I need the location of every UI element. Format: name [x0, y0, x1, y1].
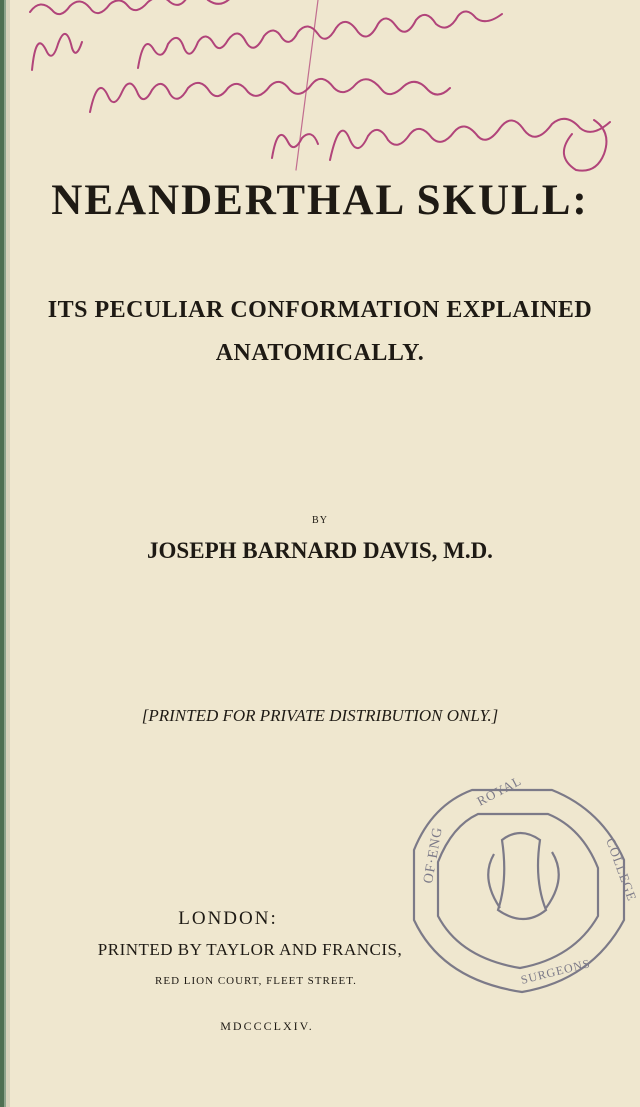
printer-address: RED LION COURT, FLEET STREET. — [155, 975, 357, 987]
printer-line: PRINTED BY TAYLOR AND FRANCIS, — [97, 940, 403, 959]
by-line: BY — [312, 515, 328, 526]
svg-text:ROYAL: ROYAL — [474, 772, 525, 809]
handwritten-inscription — [0, 0, 640, 180]
inscription-strokes — [30, 0, 610, 171]
svg-text:SURGEONS: SURGEONS — [519, 956, 592, 987]
distribution-note: [PRINTED FOR PRIVATE DISTRIBUTION ONLY.] — [141, 706, 499, 725]
stamp-shield — [414, 790, 624, 992]
document-title: NEANDERTHAL SKULL: — [51, 177, 589, 224]
author-name: JOSEPH BARNARD DAVIS, M.D. — [147, 538, 493, 563]
publication-year: MDCCCLXIV. — [220, 1019, 314, 1033]
library-stamp — [402, 772, 640, 995]
subtitle-line-1: ITS PECULIAR CONFORMATION EXPLAINED — [47, 297, 593, 323]
svg-text:OF·ENG: OF·ENG — [421, 825, 446, 885]
svg-text:COLLEGE: COLLEGE — [603, 835, 640, 904]
publication-place: LONDON: — [178, 908, 278, 929]
subtitle-line-2: ANATOMICALLY. — [215, 340, 425, 366]
